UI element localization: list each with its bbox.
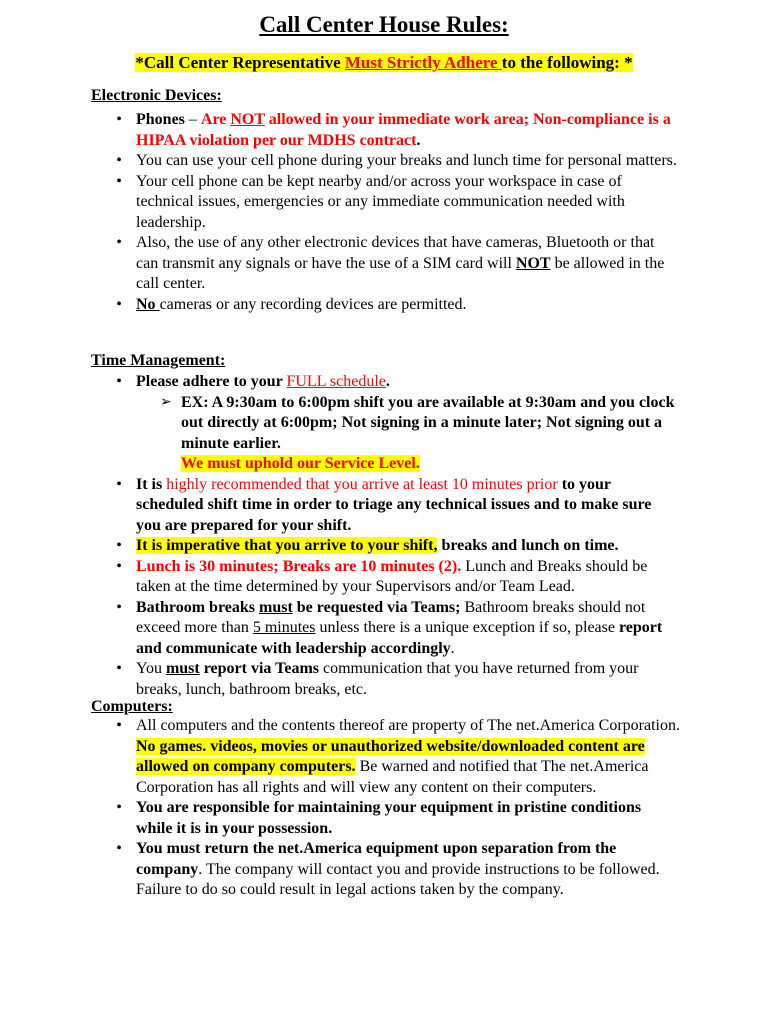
imperative-highlight: It is imperative that you arrive to your shift,: [136, 537, 438, 554]
bath-a: Bathroom breaks: [136, 598, 259, 616]
list-item: [0, 598, 768, 660]
section-heading-computers: Computers:: [91, 698, 173, 715]
list-item: [0, 233, 768, 295]
page-title: Call Center House Rules:: [259, 12, 509, 37]
list-item: [0, 839, 768, 901]
computers-list: [0, 716, 768, 901]
adhere-b: .: [385, 373, 390, 390]
list-item: [0, 716, 768, 798]
subtitle: [0, 52, 768, 74]
section-heading-time: Time Management:: [91, 352, 226, 369]
section-heading-electronic: Electronic Devices:: [91, 87, 222, 104]
sub-list-item: [0, 393, 768, 475]
imperative-b: breaks and lunch on time.: [437, 537, 619, 554]
list-item: [0, 151, 768, 172]
report-a: You: [136, 660, 166, 677]
bullet: •: [116, 598, 122, 616]
report-b: report via Teams: [199, 660, 319, 677]
bullet: •: [116, 373, 122, 390]
item-no: No: [136, 295, 160, 313]
bullet: •: [116, 234, 122, 251]
list-item: [0, 172, 768, 234]
bath-c: Bathroom breaks should not exceed more than: [136, 598, 646, 636]
item-text: You are responsible for maintaining your equipment in pristine conditions while it is in your possession.: [136, 799, 642, 837]
bullet: •: [116, 840, 122, 857]
bullet: •: [116, 295, 122, 313]
bullet: •: [116, 717, 122, 734]
list-item: [0, 659, 768, 700]
item-text: be allowed in the call center.: [136, 254, 665, 292]
item-text: cameras or any recording devices are permitted.: [159, 295, 467, 313]
service-level-text: We must uphold our Service Level.: [181, 455, 420, 472]
prop-b: Be warned and notified that The net.America Corporation has all rights and will view any content on their computers.: [136, 758, 649, 796]
prop-highlight: No games. videos, movies or unauthorized website/downloaded content are allowed on company computers.: [136, 737, 645, 775]
return-a: You must return the net.America equipment upon separation from the company: [136, 840, 617, 878]
item-text: Your cell phone can be kept nearby and/or across your workspace in case of technical issues, emergencies or any immediate communication needed with leadership.: [136, 172, 625, 231]
bath-b: be requested via Teams;: [292, 598, 461, 616]
bath-e: report and communicate with leadership accordingly: [136, 619, 663, 657]
list-item: [0, 372, 768, 393]
bullet: •: [116, 111, 122, 128]
item-text: You can use your cell phone during your breaks and lunch time for personal matters.: [136, 152, 677, 169]
subtitle-after: to the following: *: [501, 53, 633, 72]
arrive-red: highly recommended that you arrive at least 10 minutes prior: [166, 475, 558, 493]
phones-red-not: NOT: [230, 111, 265, 128]
example-text: EX: A 9:30am to 6:00pm shift you are available at 9:30am and you clock out directly at 6:00pm; Not signing in a minute later; Not signing out a minute earlier.: [181, 393, 675, 452]
adhere-a: Please adhere to your: [136, 373, 287, 390]
bath-5min: 5 minutes: [252, 619, 316, 636]
phones-red-b: allowed in your immediate work area; Non-compliance is a HIPAA violation per our MDHS contract: [136, 111, 671, 149]
list-item: [0, 475, 768, 537]
report-must: must: [165, 660, 200, 677]
arrive-a: It is: [136, 475, 167, 493]
time-list: [0, 372, 768, 700]
bullet: •: [116, 799, 122, 816]
bath-must: must: [258, 598, 293, 616]
bath-d: unless there is a unique exception if so, please: [315, 619, 619, 636]
adhere-full: FULL schedule: [286, 373, 386, 390]
return-b: . The company will contact you and provide instructions to be followed. Failure to do so could result in legal actions taken by the company.: [136, 860, 660, 898]
bath-f: .: [450, 639, 455, 657]
lunch-red: Lunch is 30 minutes; Breaks are 10 minutes (2).: [136, 557, 462, 575]
prop-a: All computers and the contents thereof are property of The net.America Corporation.: [136, 717, 680, 734]
list-item: [0, 557, 768, 598]
subtitle-emphasis: Must Strictly Adhere: [344, 53, 502, 72]
bullet: •: [116, 660, 122, 677]
report-c: communication that you have returned from your breaks, lunch, bathroom breaks, etc.: [136, 660, 639, 698]
list-item: [0, 295, 768, 316]
list-item: [0, 536, 768, 557]
bullet: •: [116, 537, 122, 554]
arrow-bullet-icon: ➢: [160, 394, 172, 410]
phones-label: Phones: [136, 111, 185, 128]
electronic-list: [0, 110, 768, 315]
list-item: [0, 798, 768, 839]
phones-dash: –: [184, 111, 201, 128]
bullet: •: [116, 475, 122, 493]
list-item: [0, 110, 768, 151]
item-text: Also, the use of any other electronic devices that have cameras, Bluetooth or that can transmit any signals or have the use of a SIM card will: [136, 234, 655, 272]
phones-red-a: Are: [200, 111, 231, 128]
bullet: •: [116, 172, 122, 190]
bullet: •: [116, 152, 122, 169]
subtitle-before: *Call Center Representative: [135, 53, 345, 72]
item-not: NOT: [515, 254, 551, 272]
subtitle-highlight: [135, 53, 632, 72]
bullet: •: [116, 557, 122, 575]
arrive-b: to your scheduled shift time in order to triage any technical issues and to make sure you are prepared for your shift.: [136, 475, 652, 534]
phones-period: .: [416, 131, 421, 149]
lunch-b: Lunch and Breaks should be taken at the time determined by your Supervisors and/or Team Lead.: [136, 557, 648, 595]
